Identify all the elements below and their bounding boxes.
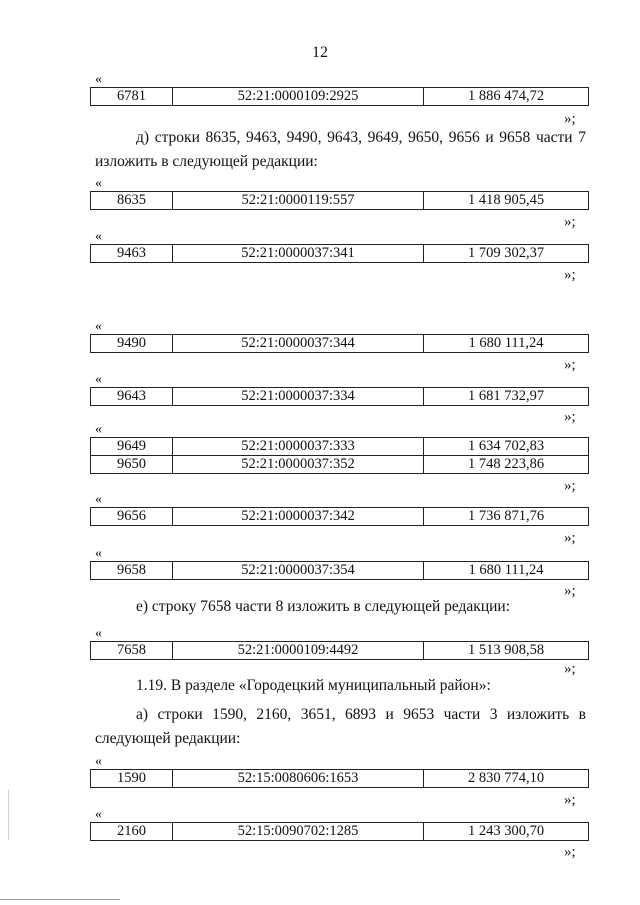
opening-quote: « [95,546,102,561]
closing-quote: »; [564,844,576,860]
opening-quote: « [95,807,102,822]
opening-quote: « [95,626,102,641]
closing-quote: »; [564,583,576,599]
value-cell: 1 680 111,24 [424,335,589,353]
page-number: 12 [312,44,328,61]
opening-quote: « [95,492,102,507]
table-row [91,562,589,580]
opening-quote: « [95,176,102,191]
table-row [91,438,589,456]
table-row [91,245,589,263]
paragraph-a-line2: следующей редакции: [95,730,241,747]
record-table [90,561,589,580]
cadastral-number-cell: 52:21:0000037:334 [173,388,424,406]
record-table [90,334,589,353]
paragraph-e: е) строку 7658 части 8 изложить в следующей редакции: [136,598,511,615]
closing-quote: »; [564,357,576,373]
table-row [91,456,589,474]
closing-quote: »; [564,214,576,230]
opening-quote: « [95,319,102,334]
row-number-cell: 9658 [91,562,173,580]
cadastral-number-cell: 52:21:0000109:2925 [173,88,424,106]
value-cell: 1 418 905,45 [424,192,589,210]
row-number-cell: 7658 [91,642,173,660]
opening-quote: « [95,422,102,437]
opening-quote: « [95,372,102,387]
cadastral-number-cell: 52:15:0090702:1285 [173,823,424,841]
table-row [91,823,589,841]
record-table [90,769,589,788]
paragraph-d-line2: изложить в следующей редакции: [95,153,318,170]
cadastral-number-cell: 52:21:0000037:352 [173,456,424,474]
table-row [91,388,589,406]
row-number-cell: 8635 [91,192,173,210]
table-row [91,88,589,106]
cadastral-number-cell: 52:21:0000037:354 [173,562,424,580]
table-row [91,335,589,353]
value-cell: 1 886 474,72 [424,88,589,106]
row-number-cell: 9643 [91,388,173,406]
row-number-cell: 6781 [91,88,173,106]
row-number-cell: 9656 [91,508,173,526]
record-table [90,191,589,210]
record-table [90,437,589,474]
value-cell: 1 736 871,76 [424,508,589,526]
value-cell: 2 830 774,10 [424,770,589,788]
footer-rule [0,899,120,900]
paragraph-d-line1: д) строки 8635, 9463, 9490, 9643, 9649, 9650, 9656 и 9658 части 7 [136,129,586,146]
value-cell: 1 513 908,58 [424,642,589,660]
cadastral-number-cell: 52:21:0000037:344 [173,335,424,353]
cadastral-number-cell: 52:21:0000037:342 [173,508,424,526]
closing-quote: »; [564,661,576,677]
table-row [91,770,589,788]
cadastral-number-cell: 52:21:0000037:341 [173,245,424,263]
cadastral-number-cell: 52:21:0000109:4492 [173,642,424,660]
closing-quote: »; [564,792,576,808]
scan-margin-line [8,790,9,840]
record-table [90,641,589,660]
closing-quote: »; [564,111,576,127]
value-cell: 1 634 702,83 [424,438,589,456]
closing-quote: »; [564,478,576,494]
row-number-cell: 9650 [91,456,173,474]
value-cell: 1 681 732,97 [424,388,589,406]
opening-quote: « [95,229,102,244]
table-row [91,642,589,660]
row-number-cell: 2160 [91,823,173,841]
value-cell: 1 709 302,37 [424,245,589,263]
row-number-cell: 9649 [91,438,173,456]
value-cell: 1 680 111,24 [424,562,589,580]
opening-quote: « [95,754,102,769]
record-table [90,822,589,841]
table-row [91,192,589,210]
section-heading: 1.19. В разделе «Городецкий муниципальный район»: [136,677,491,694]
record-table [90,507,589,526]
opening-quote: « [95,72,102,87]
value-cell: 1 748 223,86 [424,456,589,474]
table-row [91,508,589,526]
cadastral-number-cell: 52:21:0000037:333 [173,438,424,456]
paragraph-a-line1: а) строки 1590, 2160, 3651, 6893 и 9653 части 3 изложить в [136,706,586,723]
closing-quote: »; [564,409,576,425]
row-number-cell: 9490 [91,335,173,353]
row-number-cell: 1590 [91,770,173,788]
record-table [90,87,589,106]
cadastral-number-cell: 52:21:0000119:557 [173,192,424,210]
record-table [90,244,589,263]
row-number-cell: 9463 [91,245,173,263]
record-table [90,387,589,406]
cadastral-number-cell: 52:15:0080606:1653 [173,770,424,788]
closing-quote: »; [564,530,576,546]
closing-quote: »; [564,267,576,283]
value-cell: 1 243 300,70 [424,823,589,841]
